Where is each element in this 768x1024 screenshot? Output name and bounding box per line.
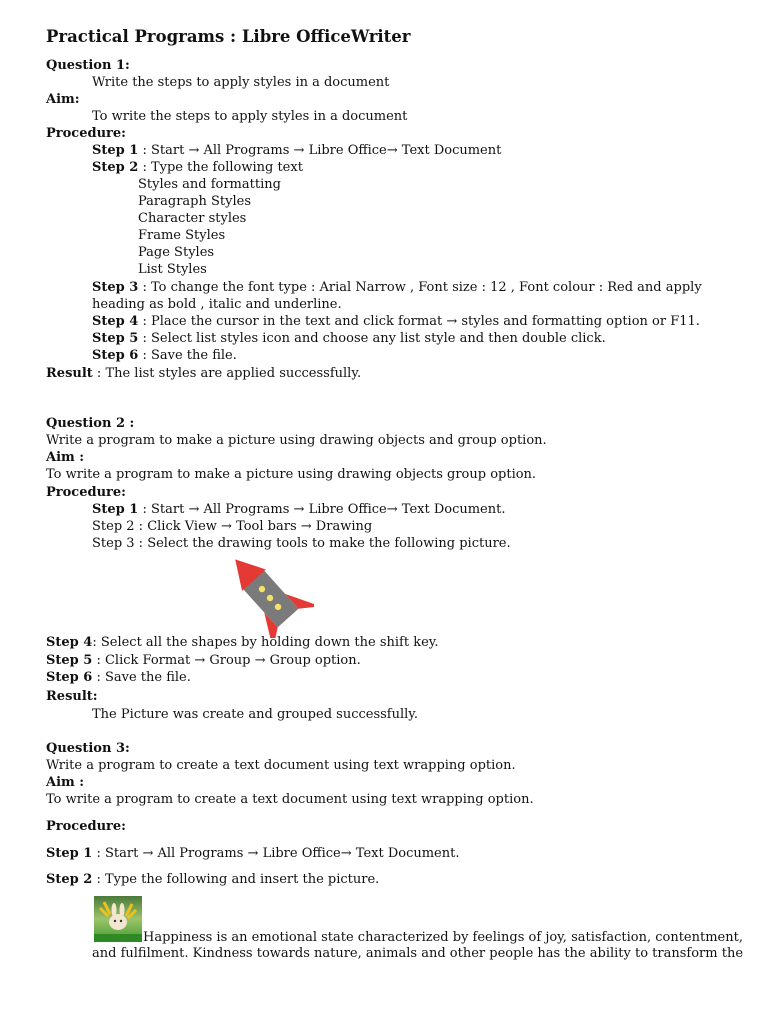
q3-heading: Question 3: xyxy=(46,741,130,756)
step-text: : Type the following text xyxy=(138,160,303,175)
step-text: Group option. xyxy=(265,653,361,668)
q3-procedure-label: Procedure: xyxy=(46,819,126,834)
q3-question: Write a program to create a text document using text wrapping option. xyxy=(46,758,516,773)
q1-aim: To write the steps to apply styles in a document xyxy=(92,109,408,124)
picture-bunny-head xyxy=(109,914,127,930)
arrow-icon: → xyxy=(293,143,305,158)
step-label: Step 2 xyxy=(46,872,93,887)
q1-step6 xyxy=(92,348,237,364)
step-text: Group xyxy=(205,653,255,668)
q1-step4 xyxy=(92,314,700,330)
arrow-icon: → xyxy=(188,502,200,517)
step-text: All Programs xyxy=(199,143,294,158)
q2-aim: To write a program to make a picture using drawing objects group option. xyxy=(46,467,537,482)
step-label: Step 4 xyxy=(92,314,139,329)
step-text: Libre Office xyxy=(258,846,341,861)
arrow-icon: → xyxy=(188,143,200,158)
style-item: Paragraph Styles xyxy=(138,194,251,209)
arrow-icon: → xyxy=(386,502,398,517)
step-text: Text Document. xyxy=(351,846,460,861)
arrow-icon: → xyxy=(247,846,259,861)
q2-procedure-label: Procedure: xyxy=(46,485,126,500)
step-text: : Place the cursor in the text and click format xyxy=(138,314,447,329)
step-text: All Programs xyxy=(153,846,248,861)
arrow-icon: → xyxy=(446,314,458,329)
step-text: Text Document. xyxy=(397,502,506,517)
q1-step1 xyxy=(92,143,501,159)
arrow-icon: → xyxy=(340,846,352,861)
step-label: Step 2 xyxy=(92,160,139,175)
q2-step3: Step 3 : Select the drawing tools to make the following picture. xyxy=(92,536,511,551)
picture-bunny-ear xyxy=(112,903,117,917)
step-text: Libre Office xyxy=(304,502,387,517)
q2-step5 xyxy=(46,653,361,669)
step-text: : Start xyxy=(138,502,189,517)
q1-step2 xyxy=(92,160,303,176)
q3-paragraph-line2: and fulfilment. Kindness towards nature, animals and other people has the ability to transform the xyxy=(92,946,744,961)
step-text: : To change the font type : Arial Narrow , Font size : 12 , Font colour : Red and apply xyxy=(138,280,702,295)
step-label: Step 1 xyxy=(92,143,139,158)
q3-paragraph-line1: Happiness is an emotional state characterized by feelings of joy, satisfaction, contentment, xyxy=(143,930,743,945)
q2-step6 xyxy=(46,670,191,686)
q2-heading: Question 2 : xyxy=(46,416,135,431)
arrow-icon: → xyxy=(293,502,305,517)
q3-step1 xyxy=(46,846,459,862)
picture-grass xyxy=(94,934,142,942)
arrow-icon: → xyxy=(254,653,266,668)
q1-aim-label: Aim: xyxy=(46,92,80,107)
q1-step5 xyxy=(92,331,606,347)
picture-bunny-ear xyxy=(120,903,125,917)
q1-result xyxy=(46,366,361,382)
page-title: Practical Programs : Libre OfficeWriter xyxy=(46,27,411,46)
q1-procedure-label: Procedure: xyxy=(46,126,126,141)
step-text: : Select list styles icon and choose any list style and then double click. xyxy=(138,331,606,346)
rocket-drawing xyxy=(226,558,314,638)
step-text: : Type the following and insert the picture. xyxy=(92,872,380,887)
q1-step3 xyxy=(92,280,702,296)
q2-question: Write a program to make a picture using drawing objects and group option. xyxy=(46,433,547,448)
q2-aim-label: Aim : xyxy=(46,450,85,465)
step-text: All Programs xyxy=(199,502,294,517)
step-label: Step 4 xyxy=(46,635,93,650)
style-item: Frame Styles xyxy=(138,228,226,243)
q2-step2 xyxy=(92,519,372,535)
q2-step1 xyxy=(92,502,505,518)
arrow-icon: → xyxy=(142,846,154,861)
arrow-icon: → xyxy=(194,653,206,668)
step-text: : Start xyxy=(92,846,143,861)
step-text: Drawing xyxy=(311,519,373,534)
q2-result: The Picture was create and grouped successfully. xyxy=(92,707,419,722)
q2-step4 xyxy=(46,635,439,651)
step-label: Step 6 xyxy=(92,348,139,363)
result-text: : The list styles are applied successfully. xyxy=(92,366,362,381)
style-item: Character styles xyxy=(138,211,247,226)
picture-eye xyxy=(120,920,122,922)
step-text: Step 2 : Click View xyxy=(92,519,222,534)
arrow-icon: → xyxy=(221,519,232,534)
step-label: Step 5 xyxy=(46,653,93,668)
result-label: Result xyxy=(46,366,93,381)
step-text: Tool bars xyxy=(231,519,301,534)
step-text: : Click Format xyxy=(92,653,195,668)
step-label: Step 1 xyxy=(92,502,139,517)
step-text: Text Document xyxy=(397,143,502,158)
step-text: : Start xyxy=(138,143,189,158)
q2-result-label: Result: xyxy=(46,689,98,704)
step-text: : Save the file. xyxy=(138,348,237,363)
step-text: Libre Office xyxy=(304,143,387,158)
step-text: : Save the file. xyxy=(92,670,191,685)
picture-eye xyxy=(114,920,116,922)
step-label: Step 3 xyxy=(92,280,139,295)
step-text: : Select all the shapes by holding down the shift key. xyxy=(92,635,439,650)
arrow-icon: → xyxy=(300,519,312,534)
step-label: Step 1 xyxy=(46,846,93,861)
q3-step2 xyxy=(46,872,379,888)
q1-step3-cont: heading as bold , italic and underline. xyxy=(92,297,342,312)
arrow-icon: → xyxy=(386,143,398,158)
happiness-picture xyxy=(94,896,142,942)
step-label: Step 6 xyxy=(46,670,93,685)
step-label: Step 5 xyxy=(92,331,139,346)
step-text: styles and formatting option or F11. xyxy=(457,314,700,329)
style-item: Page Styles xyxy=(138,245,215,260)
q3-aim: To write a program to create a text document using text wrapping option. xyxy=(46,792,534,807)
q1-question: Write the steps to apply styles in a document xyxy=(92,75,390,90)
style-item: Styles and formatting xyxy=(138,177,281,192)
q1-heading: Question 1: xyxy=(46,58,130,73)
q3-aim-label: Aim : xyxy=(46,775,85,790)
style-item: List Styles xyxy=(138,262,207,277)
